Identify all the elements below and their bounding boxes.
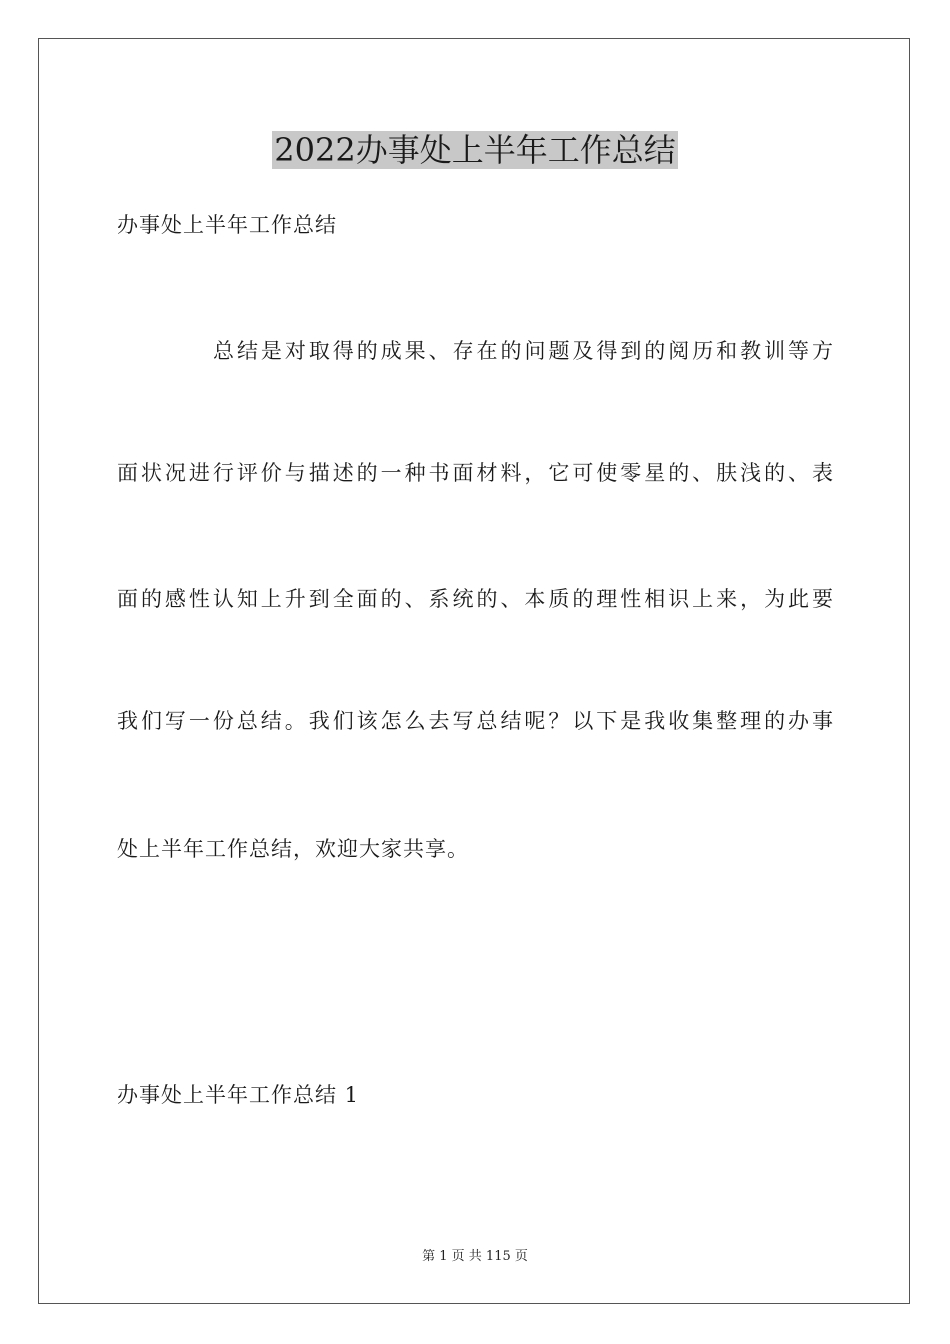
- paragraph-line-5: 处上半年工作总结，欢迎大家共享。: [117, 837, 469, 861]
- page-footer: 第 1 页 共 115 页: [422, 1249, 528, 1264]
- document-title: [0, 128, 950, 172]
- paragraph-line-2: 面状况进行评价与描述的一种书面材料，它可使零星的、肤浅的、表: [117, 461, 833, 485]
- section-heading: 办事处上半年工作总结 1: [117, 1083, 360, 1107]
- paragraph-line-4: 我们写一份总结。我们该怎么去写总结呢？以下是我收集整理的办事: [117, 709, 833, 733]
- paragraph-line-3: 面的感性认知上升到全面的、系统的、本质的理性相识上来，为此要: [117, 587, 833, 611]
- paragraph-line-1: 总结是对取得的成果、存在的问题及得到的阅历和教训等方: [213, 339, 833, 363]
- document-title-text: 2022办事处上半年工作总结: [274, 131, 676, 169]
- document-subtitle: 办事处上半年工作总结: [117, 213, 337, 237]
